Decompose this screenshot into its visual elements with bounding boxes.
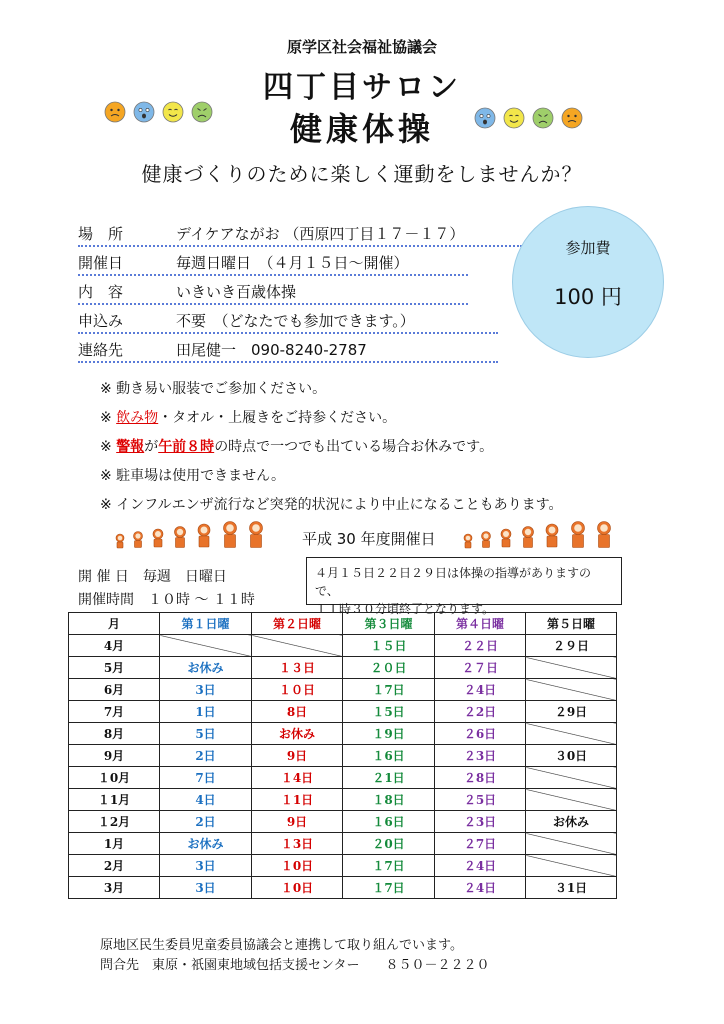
date-cell: [526, 833, 617, 855]
angry-face-icon: [562, 108, 582, 128]
date-cell: １7日: [343, 679, 435, 701]
date-cell: ２０日: [343, 657, 435, 679]
table-row: [69, 745, 617, 767]
note-highlight-warning: 警報: [116, 439, 145, 455]
note-cancellation: ※ インフルエンザ流行など突発的状況により中止になることもあります。: [100, 497, 563, 513]
fee-label: 参加費: [565, 239, 611, 257]
face-icons-right: [474, 106, 594, 130]
header-week3: 第３日曜: [343, 613, 435, 635]
date-cell: １0日: [252, 855, 343, 877]
date-cell: [160, 635, 252, 657]
month-cell: 9月: [69, 745, 160, 767]
page-title: 四丁目サロン: [263, 70, 461, 105]
year-schedule-title: 平成 30 年度開催日: [302, 530, 436, 548]
frowning-face-icon: [533, 108, 553, 128]
date-cell: ２9日: [526, 701, 617, 723]
info-value: 不要 （どなたでも参加できます。）: [176, 312, 415, 330]
date-cell: ２９日: [526, 635, 617, 657]
date-cell: ２3日: [435, 811, 526, 833]
table-header-row: [69, 613, 617, 635]
date-cell: お休み: [160, 833, 252, 855]
date-cell: 1日: [160, 701, 252, 723]
info-value: いきいき百歳体操: [176, 283, 297, 301]
face-icons-left: [104, 100, 224, 124]
date-cell: ２4日: [435, 877, 526, 899]
schedule-table: [68, 612, 617, 899]
date-cell: １3日: [252, 833, 343, 855]
month-cell: 3月: [69, 877, 160, 899]
schedule-table-body: [69, 635, 617, 899]
note-warning: [100, 436, 493, 456]
footer-partnership: 原地区民生委員児童委員協議会と連携して取り組んでいます。: [100, 938, 463, 953]
month-cell: 7月: [69, 701, 160, 723]
exercising-people-illustration-left: [110, 518, 270, 552]
date-cell: ２1日: [343, 767, 435, 789]
info-row-location: [78, 221, 522, 247]
month-cell: １0月: [69, 767, 160, 789]
date-cell: [526, 657, 617, 679]
angry-face-icon: [105, 102, 125, 122]
date-cell: [526, 767, 617, 789]
smiling-face-icon: [504, 108, 524, 128]
date-cell: [252, 635, 343, 657]
note-prefix: ※: [100, 439, 117, 455]
date-cell: ２7日: [435, 833, 526, 855]
note-text: の時点で一つでも出ている場合お休みです。: [214, 439, 494, 455]
month-cell: 5月: [69, 657, 160, 679]
note-clothing: ※ 動き易い服装でご参加ください。: [100, 381, 327, 397]
note-highlight-drink: 飲み物: [116, 410, 159, 426]
surprised-face-icon: [475, 108, 495, 128]
date-cell: 3日: [160, 679, 252, 701]
table-row: [69, 701, 617, 723]
exercising-people-illustration-right: [458, 518, 618, 552]
date-cell: １4日: [252, 767, 343, 789]
date-cell: １３日: [252, 657, 343, 679]
note-prefix: ※: [100, 410, 117, 426]
date-cell: １1日: [252, 789, 343, 811]
month-cell: 6月: [69, 679, 160, 701]
info-value: 田尾健一 090-8240-2787: [176, 341, 367, 359]
date-cell: ２4日: [435, 855, 526, 877]
date-cell: 9日: [252, 745, 343, 767]
month-cell: 4月: [69, 635, 160, 657]
note-highlight-time: 午前８時: [158, 439, 215, 455]
schedule-time: 開催時間 １０時 ～ １１時: [78, 592, 255, 608]
month-cell: １2月: [69, 811, 160, 833]
header-week2: 第２日曜: [252, 613, 343, 635]
month-cell: 2月: [69, 855, 160, 877]
date-cell: ２0日: [343, 833, 435, 855]
date-cell: [526, 789, 617, 811]
date-cell: 4日: [160, 789, 252, 811]
header-week4: 第４日曜: [435, 613, 526, 635]
date-cell: ３0日: [526, 745, 617, 767]
face-icons-right-graphic: [474, 106, 594, 130]
table-row: [69, 855, 617, 877]
info-label: 場 所: [78, 225, 124, 243]
fee-amount: 100 円: [554, 285, 622, 309]
header-month: 月: [69, 613, 160, 635]
date-cell: お休み: [252, 723, 343, 745]
table-row: [69, 679, 617, 701]
date-cell: ２8日: [435, 767, 526, 789]
table-row: [69, 767, 617, 789]
date-cell: １7日: [343, 855, 435, 877]
month-cell: １1月: [69, 789, 160, 811]
date-cell: ２3日: [435, 745, 526, 767]
date-cell: [526, 723, 617, 745]
notice-line: ４月１５日２２日２９日は体操の指導がありますので、: [315, 566, 592, 598]
schedule-day: 開 催 日 毎週 日曜日: [78, 569, 227, 585]
table-row: [69, 833, 617, 855]
footer-contact: 問合先 東原・祇園東地域包括支援センター ８５０－２２２０: [100, 958, 490, 973]
info-row-content: [78, 279, 468, 305]
tagline: 健康づくりのために楽しく運動をしませんか？: [141, 162, 583, 186]
date-cell: １6日: [343, 745, 435, 767]
date-cell: 2日: [160, 811, 252, 833]
info-label: 開催日: [78, 254, 124, 272]
date-cell: １0日: [252, 877, 343, 899]
month-cell: 1月: [69, 833, 160, 855]
date-cell: ２4日: [435, 679, 526, 701]
info-label: 申込み: [78, 312, 124, 330]
date-cell: １０日: [252, 679, 343, 701]
date-cell: １6日: [343, 811, 435, 833]
note-text: ・タオル・上履きをご持参ください。: [158, 410, 397, 426]
note-parking: ※ 駐車場は使用できません。: [100, 468, 286, 484]
date-cell: ２2日: [435, 701, 526, 723]
info-row-application: [78, 308, 498, 334]
date-cell: １9日: [343, 723, 435, 745]
date-cell: [526, 679, 617, 701]
header-week1: 第１日曜: [160, 613, 252, 635]
date-cell: [526, 855, 617, 877]
table-row: [69, 811, 617, 833]
date-cell: ２5日: [435, 789, 526, 811]
info-value: 毎週日曜日 （４月１５日～開催）: [176, 254, 409, 272]
date-cell: 3日: [160, 855, 252, 877]
date-cell: お休み: [526, 811, 617, 833]
table-row: [69, 635, 617, 657]
page-subtitle-title: 健康体操: [289, 110, 434, 148]
people-icon: [458, 518, 618, 552]
date-cell: ３1日: [526, 877, 617, 899]
date-cell: ２２日: [435, 635, 526, 657]
date-cell: 8日: [252, 701, 343, 723]
face-icons-left-graphic: [104, 100, 224, 124]
notice-line: １１時３０分頃終了となります。: [315, 602, 495, 616]
info-row-date: [78, 250, 468, 276]
frowning-face-icon: [192, 102, 212, 122]
date-cell: １7日: [343, 877, 435, 899]
table-row: [69, 877, 617, 899]
date-cell: ２6日: [435, 723, 526, 745]
info-value: デイケアながお （西原四丁目１７－１７）: [176, 225, 465, 243]
instructor-notice: [306, 557, 622, 616]
date-cell: 5日: [160, 723, 252, 745]
date-cell: 7日: [160, 767, 252, 789]
people-icon: [110, 518, 270, 552]
surprised-face-icon: [134, 102, 154, 122]
header-week5: 第５日曜: [526, 613, 617, 635]
date-cell: １５日: [343, 635, 435, 657]
info-row-contact: [78, 337, 498, 363]
date-cell: 9日: [252, 811, 343, 833]
date-cell: ２７日: [435, 657, 526, 679]
note-text: が: [144, 439, 159, 455]
note-belongings: [100, 407, 396, 427]
month-cell: 8月: [69, 723, 160, 745]
info-label: 連絡先: [78, 341, 124, 359]
date-cell: １8日: [343, 789, 435, 811]
table-row: [69, 657, 617, 679]
table-row: [69, 789, 617, 811]
date-cell: お休み: [160, 657, 252, 679]
info-label: 内 容: [78, 283, 124, 301]
date-cell: 3日: [160, 877, 252, 899]
date-cell: １5日: [343, 701, 435, 723]
date-cell: 2日: [160, 745, 252, 767]
table-row: [69, 723, 617, 745]
smiling-face-icon: [163, 102, 183, 122]
fee-badge: [512, 206, 664, 358]
organization-name: 原学区社会福祉協議会: [286, 38, 437, 56]
